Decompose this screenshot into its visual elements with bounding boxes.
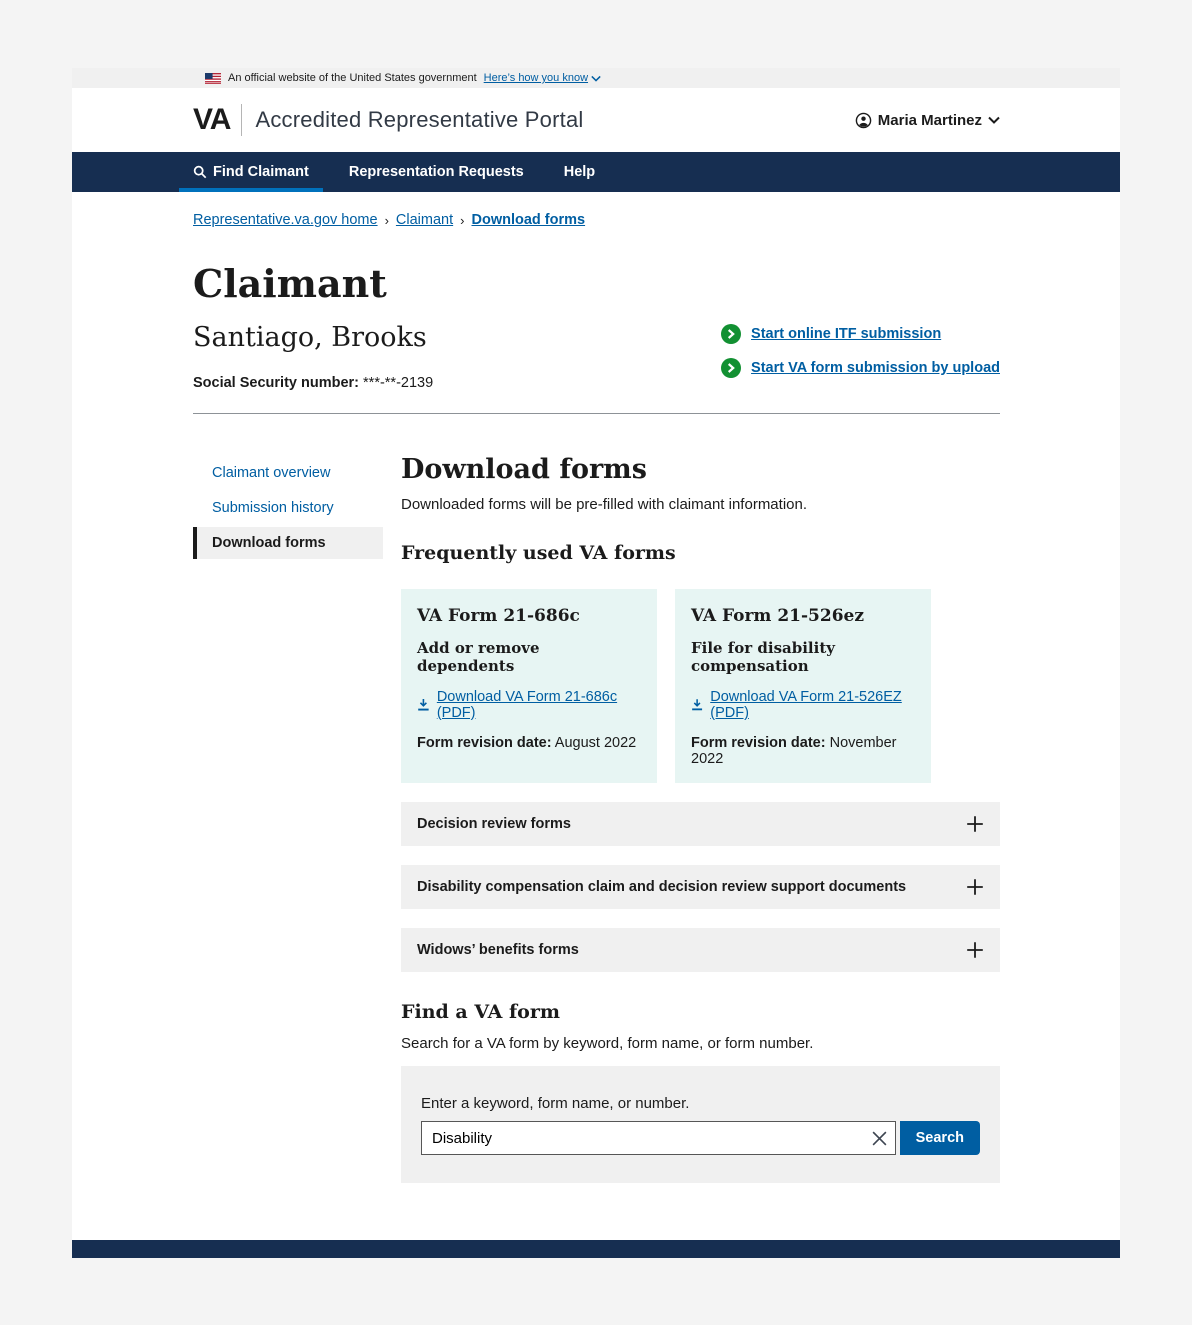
- page-title: Claimant: [193, 261, 387, 306]
- chevron-right-circle-icon: [721, 358, 741, 378]
- ssn-value: ***-**-2139: [363, 375, 434, 391]
- form-card-subtitle: Add or remove dependents: [417, 639, 540, 675]
- sidebar-item-download-forms[interactable]: Download forms: [193, 527, 383, 559]
- page-container: [72, 68, 1120, 1258]
- breadcrumb-current-link[interactable]: Download forms: [471, 212, 586, 228]
- breadcrumb-separator: ›: [384, 212, 389, 228]
- sidebar-item-submission-history[interactable]: Submission history: [212, 500, 334, 516]
- logo-divider: [241, 104, 242, 136]
- find-form-description: Search for a VA form by keyword, form name, or form number.: [401, 1035, 814, 1052]
- site-header: [72, 88, 1120, 152]
- person-icon: [855, 112, 872, 129]
- ssn-row: [193, 375, 433, 391]
- start-va-form-upload-link[interactable]: Start VA form submission by upload: [721, 358, 1000, 378]
- breadcrumb-separator: ›: [460, 212, 465, 228]
- va-logo: VA: [193, 103, 231, 136]
- claimant-actions: [721, 324, 1000, 391]
- form-revision-date: Form revision date: August 2022: [417, 735, 637, 751]
- content-area: [72, 192, 1120, 1183]
- breadcrumb: [193, 212, 1000, 228]
- download-icon: [691, 698, 703, 712]
- clear-search-button[interactable]: [871, 1121, 888, 1155]
- claimant-sidebar: [193, 454, 383, 1183]
- nav-item-find-claimant[interactable]: Find Claimant: [179, 152, 323, 192]
- logo-lockup[interactable]: [193, 103, 583, 137]
- form-card-21-686c: [401, 589, 657, 783]
- gov-banner: [72, 68, 1120, 88]
- user-menu[interactable]: [855, 112, 1000, 129]
- chevron-down-icon: [988, 116, 1000, 124]
- close-icon: [871, 1130, 888, 1147]
- page-bottom-space: [0, 1258, 1192, 1325]
- how-you-know-link[interactable]: Here’s how you know: [484, 72, 601, 84]
- claimant-name: Santiago, Brooks: [193, 322, 427, 353]
- download-forms-heading: Download forms: [401, 454, 647, 485]
- ssn-label: Social Security number:: [193, 375, 359, 391]
- plus-icon: [966, 941, 984, 959]
- form-card-title: VA Form 21-686c: [417, 606, 580, 626]
- download-form-21-526ez-link[interactable]: Download VA Form 21-526EZ (PDF): [691, 689, 915, 721]
- plus-icon: [966, 815, 984, 833]
- accordion-disability-support-documents[interactable]: Disability compensation claim and decision review support documents: [401, 865, 1000, 909]
- breadcrumb-home-link[interactable]: Representative.va.gov home: [193, 212, 378, 228]
- download-icon: [417, 698, 430, 712]
- user-name: Maria Martinez: [877, 111, 982, 129]
- form-search-panel: [401, 1066, 1000, 1183]
- claimant-header: [193, 261, 1000, 391]
- portal-title: Accredited Representative Portal: [255, 107, 584, 132]
- download-form-21-686c-link[interactable]: Download VA Form 21-686c (PDF): [417, 689, 641, 721]
- main-column: [401, 454, 1000, 1183]
- chevron-down-icon: [591, 75, 601, 82]
- gov-banner-text: An official website of the United States government: [228, 72, 477, 84]
- search-icon: [193, 165, 207, 179]
- form-search-input[interactable]: [421, 1121, 896, 1155]
- chevron-right-circle-icon: [721, 324, 741, 344]
- search-button[interactable]: Search: [900, 1121, 980, 1155]
- form-card-title: VA Form 21-526ez: [691, 606, 864, 626]
- breadcrumb-claimant-link[interactable]: Claimant: [395, 212, 454, 228]
- frequently-used-heading: Frequently used VA forms: [401, 542, 676, 564]
- form-card-subtitle: File for disability compensation: [691, 639, 835, 675]
- search-input-label: Enter a keyword, form name, or number.: [421, 1095, 690, 1112]
- accordion-widows-benefits-forms[interactable]: Widows’ benefits forms: [401, 928, 1000, 972]
- form-cards: [401, 589, 1000, 783]
- form-revision-date: Form revision date: November 2022: [691, 735, 897, 767]
- download-forms-description: Downloaded forms will be pre-filled with claimant information.: [401, 496, 808, 513]
- plus-icon: [966, 878, 984, 896]
- section-divider: [193, 413, 1000, 414]
- us-flag-icon: [205, 73, 221, 84]
- sidebar-item-claimant-overview[interactable]: Claimant overview: [212, 465, 331, 481]
- nav-item-representation-requests[interactable]: Representation Requests: [348, 164, 524, 180]
- footer-bar: [72, 1240, 1120, 1258]
- primary-nav: [72, 152, 1120, 192]
- accordion-decision-review-forms[interactable]: Decision review forms: [401, 802, 1000, 846]
- form-card-21-526ez: [675, 589, 931, 783]
- nav-item-help[interactable]: Help: [563, 164, 596, 180]
- find-form-heading: Find a VA form: [401, 1001, 560, 1023]
- start-itf-submission-link[interactable]: Start online ITF submission: [721, 324, 1000, 344]
